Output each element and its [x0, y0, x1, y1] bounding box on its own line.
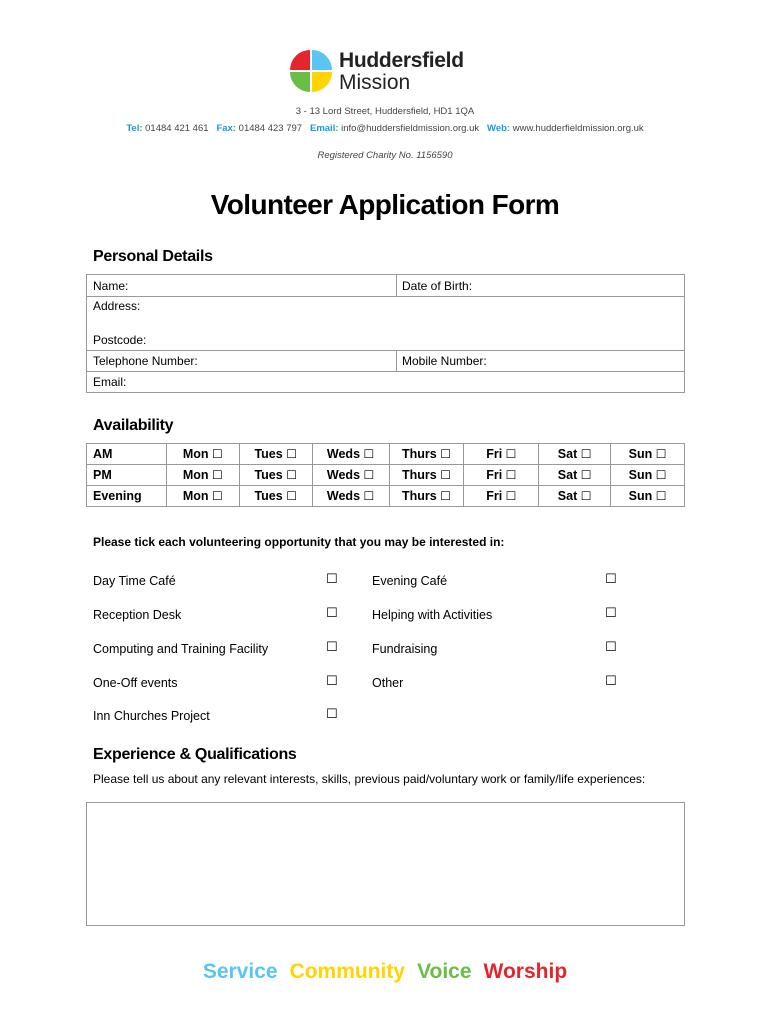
web-label: Web:	[487, 123, 511, 134]
day-label: Mon	[182, 447, 213, 461]
opportunity-label: Day Time Café	[93, 574, 176, 588]
day-checkbox[interactable]: ☐	[440, 447, 451, 461]
availability-day-cell[interactable]	[539, 465, 611, 486]
availability-row	[87, 465, 685, 486]
availability-day-cell[interactable]	[239, 465, 312, 486]
availability-day-cell[interactable]	[166, 465, 239, 486]
opportunity-checkbox[interactable]: ☐	[326, 606, 338, 621]
fax-value: 01484 423 797	[238, 123, 303, 134]
day-label: Fri	[486, 447, 506, 461]
tel-value: 01484 421 461	[145, 123, 209, 134]
day-label: Sun	[628, 447, 656, 461]
availability-row	[87, 486, 685, 507]
day-label: Mon	[182, 468, 213, 482]
day-checkbox[interactable]: ☐	[655, 468, 667, 482]
availability-day-cell[interactable]	[539, 486, 611, 507]
day-checkbox[interactable]: ☐	[363, 468, 375, 482]
fax-label: Fax:	[216, 123, 237, 134]
experience-instructions: Please tell us about any relevant interests, skills, previous paid/voluntary work or family/life experiences:	[93, 772, 646, 786]
availability-day-cell[interactable]	[239, 444, 312, 465]
availability-day-cell[interactable]	[611, 486, 685, 507]
footer-word: Worship	[483, 960, 568, 983]
opportunity-checkbox[interactable]: ☐	[326, 707, 338, 722]
personal-details-box	[86, 274, 685, 393]
opportunity-label: Computing and Training Facility	[93, 642, 269, 656]
opportunity-label: Fundraising	[372, 642, 438, 656]
page-title: Volunteer Application Form	[210, 189, 560, 220]
day-label: Sat	[557, 447, 581, 461]
contact-line	[0, 123, 770, 134]
email-value[interactable]: info@huddersfieldmission.org.uk	[341, 123, 480, 134]
web-value[interactable]: www.hudderfieldmission.org.uk	[512, 123, 644, 134]
personal-details-heading: Personal Details	[93, 248, 213, 265]
day-label: Thurs	[401, 447, 441, 461]
day-checkbox[interactable]: ☐	[505, 489, 517, 503]
day-label: Tues	[254, 489, 287, 503]
availability-day-cell[interactable]	[464, 486, 539, 507]
footer-values	[0, 960, 770, 984]
day-label: Fri	[486, 489, 506, 503]
availability-day-cell[interactable]	[464, 465, 539, 486]
day-label: Sun	[628, 468, 656, 482]
day-label: Tues	[254, 447, 287, 461]
day-label: Sun	[628, 489, 656, 503]
day-checkbox[interactable]: ☐	[580, 489, 592, 503]
availability-day-cell[interactable]	[312, 444, 389, 465]
day-checkbox[interactable]: ☐	[286, 447, 297, 461]
day-label: Weds	[326, 447, 364, 461]
availability-row	[87, 444, 685, 465]
day-checkbox[interactable]: ☐	[505, 447, 517, 461]
availability-day-cell[interactable]	[312, 465, 389, 486]
availability-row-label: AM	[87, 444, 167, 465]
availability-day-cell[interactable]	[539, 444, 611, 465]
day-label: Weds	[326, 489, 364, 503]
org-name-line2: Mission	[339, 71, 411, 94]
huddersfield-mission-logo-icon	[290, 50, 332, 92]
opportunity-checkbox[interactable]: ☐	[326, 674, 338, 689]
opportunity-checkbox[interactable]: ☐	[605, 572, 617, 587]
day-label: Tues	[254, 468, 287, 482]
opportunity-label: Reception Desk	[93, 608, 182, 622]
footer-word: Service	[202, 960, 278, 983]
availability-day-cell[interactable]	[166, 486, 239, 507]
day-label: Thurs	[401, 489, 441, 503]
availability-day-cell[interactable]	[389, 465, 464, 486]
availability-day-cell[interactable]	[464, 444, 539, 465]
experience-heading: Experience & Qualifications	[93, 746, 297, 763]
email-field[interactable]: Email:	[93, 375, 127, 389]
footer-word: Voice	[417, 960, 472, 983]
day-checkbox[interactable]: ☐	[440, 468, 451, 482]
address-field[interactable]: Address:	[93, 299, 141, 313]
telephone-field[interactable]: Telephone Number:	[93, 354, 198, 368]
org-address: 3 - 13 Lord Street, Huddersfield, HD1 1QA	[295, 106, 475, 117]
opportunity-label: Helping with Activities	[372, 608, 493, 622]
day-label: Fri	[486, 468, 506, 482]
day-checkbox[interactable]: ☐	[212, 447, 223, 461]
postcode-field[interactable]: Postcode:	[93, 333, 147, 347]
availability-row-label: Evening	[87, 486, 167, 507]
opportunity-checkbox[interactable]: ☐	[605, 674, 617, 689]
day-checkbox[interactable]: ☐	[655, 447, 667, 461]
opportunity-label: Evening Café	[372, 574, 448, 588]
day-checkbox[interactable]: ☐	[505, 468, 517, 482]
mobile-field[interactable]: Mobile Number:	[402, 354, 487, 368]
day-checkbox[interactable]: ☐	[580, 447, 592, 461]
availability-day-cell[interactable]	[389, 486, 464, 507]
availability-day-cell[interactable]	[611, 444, 685, 465]
experience-textarea[interactable]	[86, 802, 685, 926]
day-checkbox[interactable]: ☐	[286, 468, 297, 482]
availability-day-cell[interactable]	[389, 444, 464, 465]
opportunities-prompt: Please tick each volunteering opportunity that you may be interested in:	[93, 535, 505, 549]
day-checkbox[interactable]: ☐	[363, 489, 375, 503]
day-label: Sat	[557, 468, 581, 482]
day-label: Mon	[182, 489, 213, 503]
opportunity-checkbox[interactable]: ☐	[605, 606, 617, 621]
charity-number: Registered Charity No. 1156590	[317, 150, 453, 161]
dob-field[interactable]: Date of Birth:	[402, 279, 473, 293]
opportunity-checkbox[interactable]: ☐	[326, 640, 338, 655]
availability-day-cell[interactable]	[166, 444, 239, 465]
day-checkbox[interactable]: ☐	[286, 489, 297, 503]
day-checkbox[interactable]: ☐	[440, 489, 451, 503]
footer-word: Community	[289, 960, 406, 983]
name-field[interactable]: Name:	[93, 279, 129, 293]
email-label: Email:	[309, 123, 339, 134]
day-checkbox[interactable]: ☐	[580, 468, 592, 482]
opportunity-label: Other	[372, 676, 404, 690]
day-checkbox[interactable]: ☐	[212, 489, 223, 503]
opportunity-label: One-Off events	[93, 676, 178, 690]
day-label: Sat	[557, 489, 581, 503]
opportunity-checkbox[interactable]: ☐	[326, 572, 338, 587]
tel-label: Tel:	[126, 123, 143, 134]
day-label: Weds	[326, 468, 364, 482]
opportunity-label: Inn Churches Project	[93, 709, 210, 723]
availability-table	[86, 443, 685, 507]
day-checkbox[interactable]: ☐	[363, 447, 375, 461]
day-checkbox[interactable]: ☐	[655, 489, 667, 503]
availability-heading: Availability	[93, 417, 174, 434]
opportunity-checkbox[interactable]: ☐	[605, 640, 617, 655]
availability-day-cell[interactable]	[611, 465, 685, 486]
org-name-line1: Huddersfield	[339, 49, 464, 72]
day-checkbox[interactable]: ☐	[212, 468, 223, 482]
availability-day-cell[interactable]	[239, 486, 312, 507]
availability-day-cell[interactable]	[312, 486, 389, 507]
availability-row-label: PM	[87, 465, 167, 486]
day-label: Thurs	[401, 468, 441, 482]
